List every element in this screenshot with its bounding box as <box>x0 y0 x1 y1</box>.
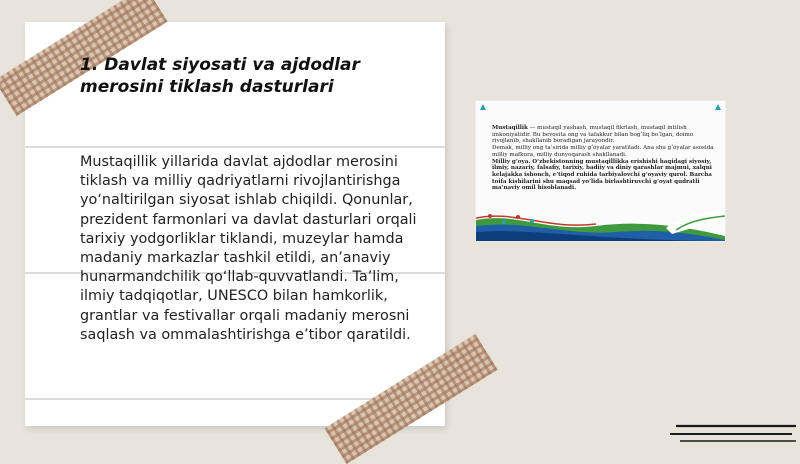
doc-definition-1: — mustaqil yashash, mustaqil fikrlash, mustaqil intilish imkoniyatidir. Bu bevosita ong va tafakkur bilan bog‘liq bo‘lgan, doimo rivojlanib, shakllanib boradigan jarayondir. <box>492 125 694 145</box>
slide-body-text: Mustaqillik yillarida davlat ajdodlar merosini tiklash va milliy qadriyatlarni rivojlantirishga yo‘naltirilgan siyosat ishlab chiqildi. Qonunlar, prezident farmonlari va davlat dasturlari orqali tarixiy yodgorliklar tiklandi, muzeylar hamda madaniy markazlar tashkil etildi, an’anaviy hunarmandchilik qo‘llab-quvvatlandi. Ta’lim, ilmiy tadqiqotlar, UNESCO bilan hamkorlik, grantlar va festivallar orqali madaniy merosni saqlash va ommalashtirishga e’tibor qaratildi. <box>80 154 417 343</box>
doc-definition-2: O‘zbekistonning mustaqillikka erishishi haqidagi siyosiy, ilmiy, nazariy, falsafiy, tarixiy, badiiy va diniy qarashlar majmui, xalqni kelajakka ishonch, e’tiqod ruhida tarbiyalovchi g‘oyaviy qurol. Barcha toifa kishilarini shu maqsad yo‘lida birlashtiruvchi g‘oyat qudratli ma’naviy omil hisoblanadi. <box>492 158 712 192</box>
doc-term-2: Milliy g‘oya. <box>492 158 531 165</box>
doc-paragraph-2: Demak, milliy ong ta’sirida milliy g‘oyalar yaratiladi. Ana shu g‘oyalar asosida milliy mafkura, milliy dunyoqarash shakllanadi. <box>492 145 714 158</box>
triangle-ornament-icon <box>480 104 486 110</box>
slide-title: 1. Davlat siyosati va ajdodlar merosini tiklash dasturlari <box>80 55 360 97</box>
doc-paragraph-1 <box>492 125 714 145</box>
triangle-ornament-icon <box>715 104 721 110</box>
decorative-wave-banner <box>476 202 725 241</box>
document-text <box>492 125 714 192</box>
decorative-lines <box>670 418 796 444</box>
doc-term-1: Mustaqillik <box>492 125 528 131</box>
document-image <box>475 100 726 242</box>
doc-paragraph-3 <box>492 159 714 193</box>
